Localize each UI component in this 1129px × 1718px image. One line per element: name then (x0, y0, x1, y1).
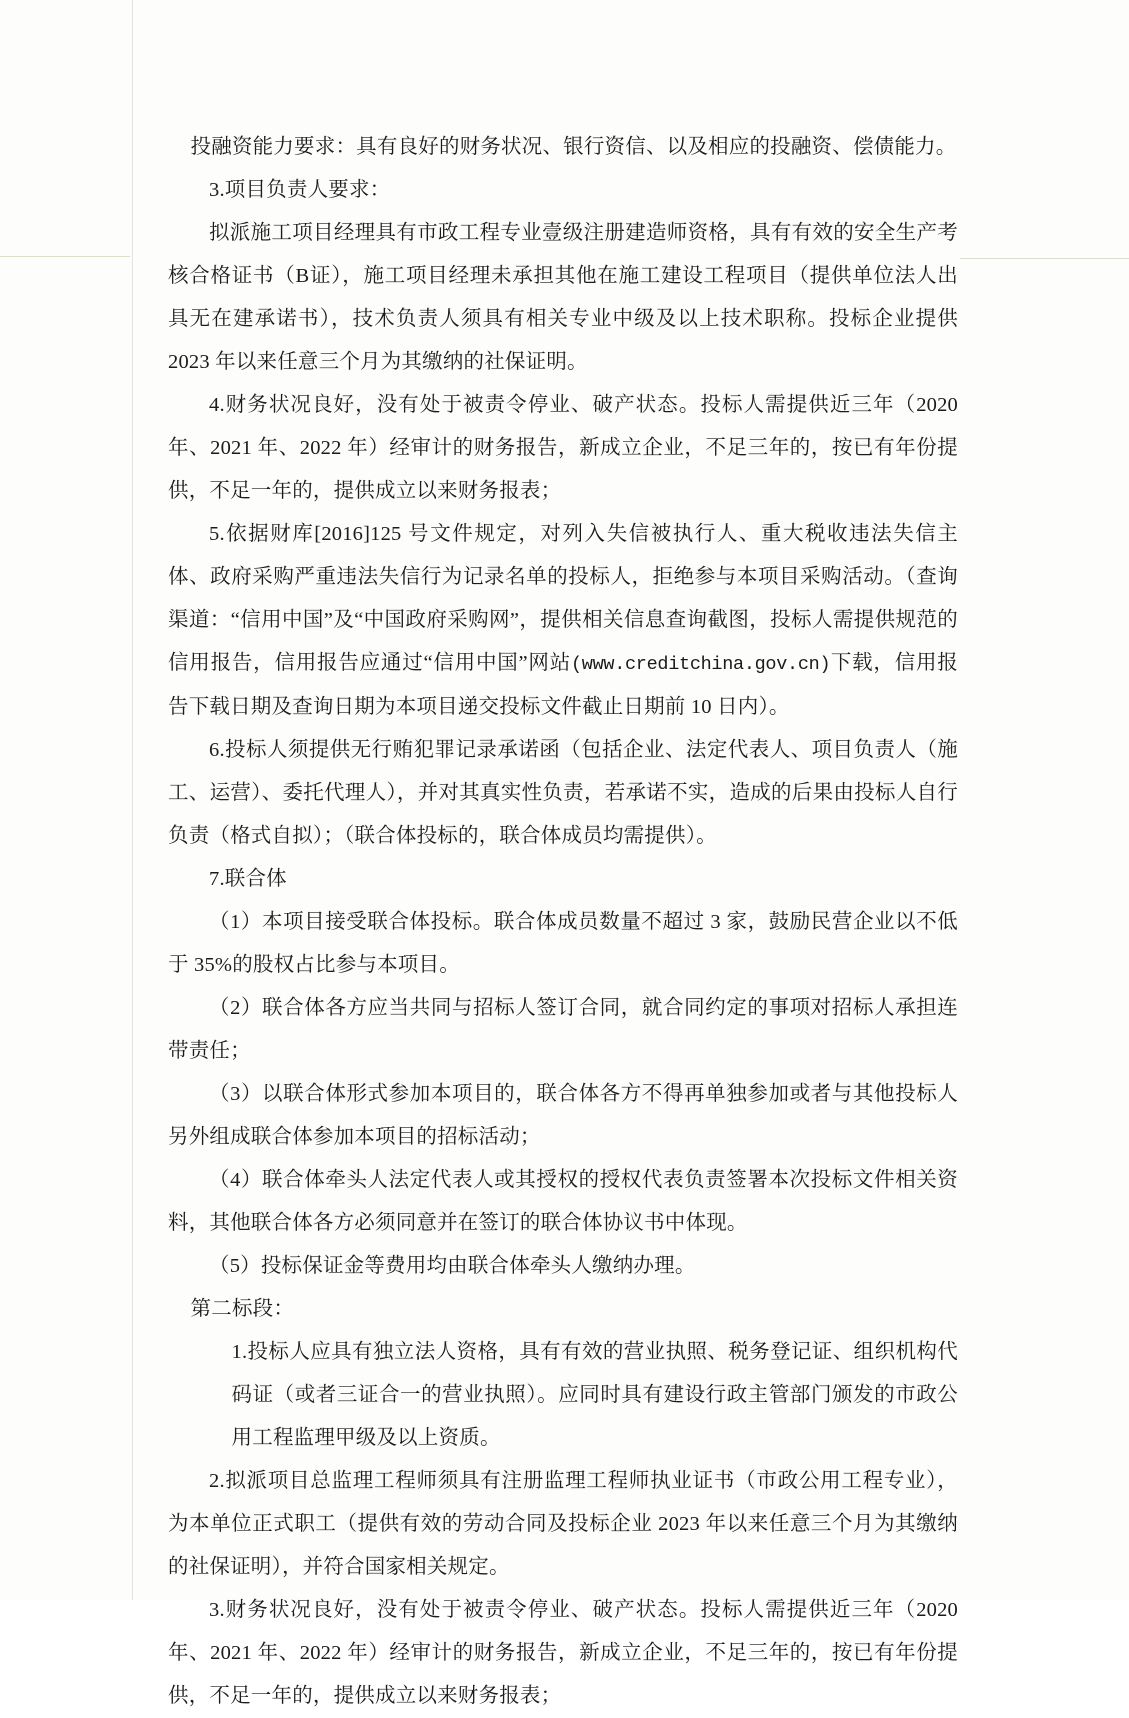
scan-artifact-line-left (0, 256, 130, 257)
scan-artifact-line-right (960, 258, 1129, 259)
paragraph-section2-item3: 3.财务状况良好，没有处于被责令停业、破产状态。投标人需提供近三年（2020 年、2021 年、2022 年）经审计的财务报告，新成立企业，不足三年的，按已有年份提供，不足一年的，提供成立以来财务报表； (168, 1599, 958, 1707)
paragraph-investment-financing: 投融资能力要求：具有良好的财务状况、银行资信、以及相应的投融资、偿债能力。 (190, 136, 957, 158)
paragraph-item4-finance: 4.财务状况良好，没有处于被责令停业、破产状态。投标人需提供近三年（2020 年、2021 年、2022 年）经审计的财务报告，新成立企业，不足三年的，按已有年份提供，不足一年的，提供成立以来财务报表； (168, 394, 958, 502)
paragraph-item7-sub5: （5）投标保证金等费用均由联合体牵头人缴纳办理。 (209, 1255, 696, 1277)
paragraph-item7-sub3: （3）以联合体形式参加本项目的，联合体各方不得再单独参加或者与其他投标人另外组成联合体参加本项目的招标活动； (168, 1083, 958, 1148)
paragraph-item3-title: 3.项目负责人要求： (209, 179, 391, 201)
document-text-body (168, 126, 958, 1718)
paragraph-item7-sub2: （2）联合体各方应当共同与招标人签订合同，就合同约定的事项对招标人承担连带责任； (168, 997, 958, 1062)
paragraph-item7-sub1: （1）本项目接受联合体投标。联合体成员数量不超过 3 家，鼓励民营企业以不低于 35%的股权占比参与本项目。 (168, 911, 958, 976)
paragraph-item7-title: 7.联合体 (209, 868, 287, 890)
paragraph-item7-sub4: （4）联合体牵头人法定代表人或其授权的授权代表负责签署本次投标文件相关资料，其他联合体各方必须同意并在签订的联合体协议书中体现。 (168, 1169, 958, 1234)
item5-text-part1: 5.依据财库[2016]125 号文件规定，对列入失信被执行人、重大税收违法失信主体、政府采购严重违法失信行为记录名单的投标人，拒绝参与本项目采购活动。（查询渠道：“信用中国”及“中国政府采购网”，提供相关信息查询截图，投标人需提供规范的信用报告，信用报告应通过“信用中国”网站 (168, 523, 958, 674)
item5-website-url: (www.creditchina.gov.cn) (571, 654, 831, 675)
paragraph-section2-item1: 1.投标人应具有独立法人资格，具有有效的营业执照、税务登记证、组织机构代码证（或者三证合一的营业执照）。应同时具有建设行政主管部门颁发的市政公用工程监理甲级及以上资质。 (231, 1341, 958, 1449)
paragraph-item5-credit (168, 513, 958, 729)
paragraph-item3-body: 拟派施工项目经理具有市政工程专业壹级注册建造师资格，具有有效的安全生产考核合格证书（B证），施工项目经理未承担其他在施工建设工程项目（提供单位法人出具无在建承诺书），技术负责人须具有相关专业中级及以上技术职称。投标企业提供 2023 年以来任意三个月为其缴纳的社保证明。 (168, 222, 958, 373)
paragraph-item6-no-bribery: 6.投标人须提供无行贿犯罪记录承诺函（包括企业、法定代表人、项目负责人（施工、运营）、委托代理人），并对其真实性负责，若承诺不实，造成的后果由投标人自行负责（格式自拟）；（联合体投标的，联合体成员均需提供）。 (168, 739, 958, 847)
item5-text-part2: 下载，信用报告下载日期及查询日期为本项目递交投标文件截止日期前 10 日内）。 (168, 652, 958, 718)
paragraph-section2-title: 第二标段： (190, 1298, 295, 1320)
scan-artifact-line-vertical (132, 0, 133, 1600)
paragraph-section2-item2: 2.拟派项目总监理工程师须具有注册监理工程师执业证书（市政公用工程专业），为本单位正式职工（提供有效的劳动合同及投标企业 2023 年以来任意三个月为其缴纳的社保证明），并符合国家相关规定。 (168, 1470, 958, 1578)
